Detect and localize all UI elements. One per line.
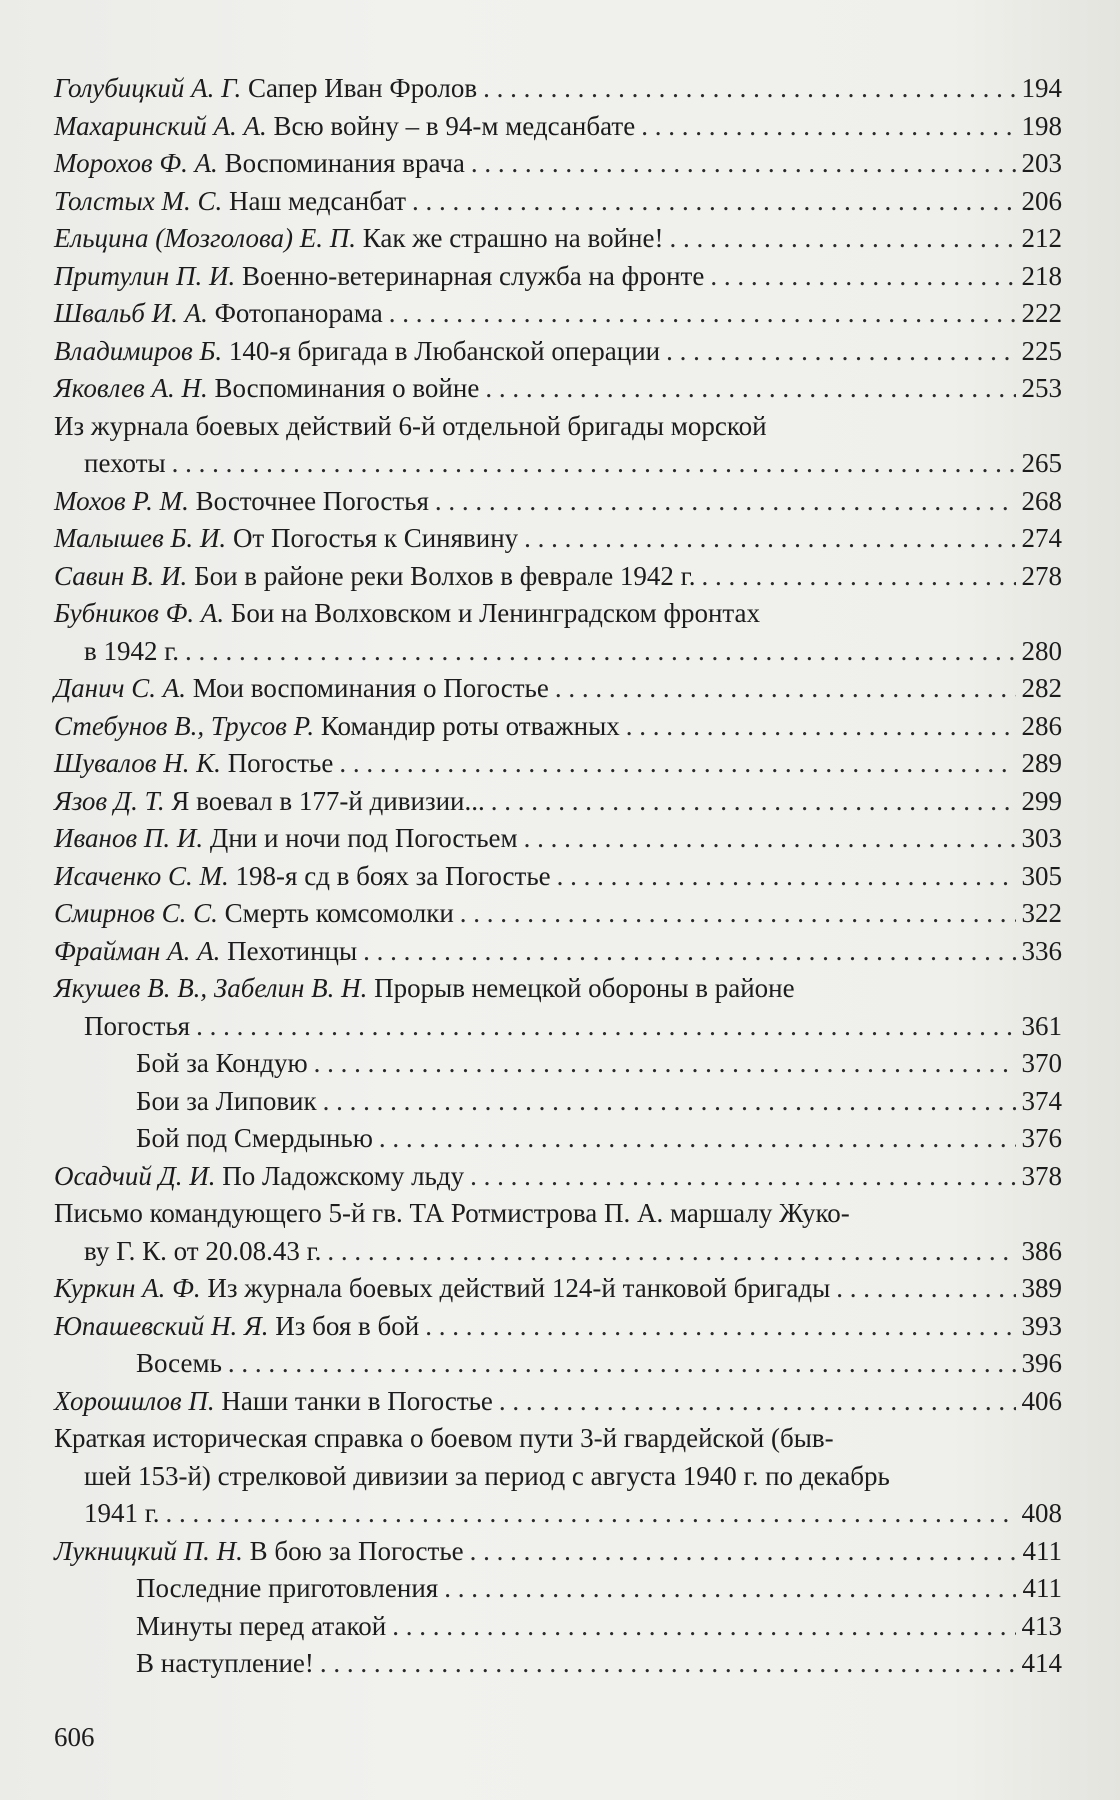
toc-title: Наши танки в Погостье bbox=[221, 1385, 493, 1416]
toc-author: Данич С. А. bbox=[54, 673, 186, 703]
toc-title: Из боя в бой bbox=[275, 1310, 420, 1341]
toc-line bbox=[54, 970, 1062, 1008]
toc-title: Бой за Кондую bbox=[136, 1048, 308, 1078]
toc-title: В наступление! bbox=[136, 1648, 314, 1678]
toc-text bbox=[54, 1308, 419, 1346]
toc-text bbox=[54, 858, 551, 896]
toc-page-number: 361 bbox=[1021, 1010, 1062, 1041]
dot-leader bbox=[485, 370, 1015, 408]
toc-title: Пехотинцы bbox=[227, 935, 358, 966]
toc-entry bbox=[54, 933, 1062, 971]
toc-page-number: 408 bbox=[1021, 1498, 1062, 1528]
toc-text bbox=[54, 1420, 834, 1458]
toc-author: Владимиров Б. bbox=[54, 335, 223, 366]
toc-page-number: 280 bbox=[1021, 635, 1062, 666]
toc-title: Из журнала боевых действий 6-й отдельной бригады морской bbox=[54, 410, 767, 441]
toc-page-number: 406 bbox=[1021, 1385, 1062, 1416]
toc-entry bbox=[54, 745, 1062, 783]
toc-entry bbox=[54, 858, 1062, 896]
toc-title: Восемь bbox=[136, 1348, 222, 1378]
toc-author: Бубников Ф. А. bbox=[54, 598, 225, 628]
toc-line bbox=[54, 520, 1062, 558]
toc-title: Письмо командующего 5-й гв. ТА Ротмистрова П. А. маршалу Жуко- bbox=[54, 1198, 850, 1228]
dot-leader bbox=[669, 220, 1015, 258]
toc-title: Воспоминания врача bbox=[224, 148, 465, 178]
dot-leader bbox=[460, 895, 1016, 933]
toc-text bbox=[54, 708, 620, 746]
dot-leader bbox=[710, 258, 1015, 296]
toc-entry bbox=[54, 1308, 1062, 1346]
dot-leader bbox=[196, 1008, 1015, 1046]
toc-text bbox=[54, 1533, 464, 1571]
toc-entry bbox=[54, 1158, 1062, 1196]
dot-leader bbox=[641, 108, 1015, 146]
toc-entry bbox=[54, 145, 1062, 183]
toc-title: Командир роты отважных bbox=[320, 710, 620, 741]
toc-text bbox=[54, 558, 695, 596]
toc-text bbox=[84, 1233, 321, 1271]
dot-leader bbox=[435, 483, 1016, 521]
toc-page-number: 374 bbox=[1021, 1085, 1062, 1116]
toc-line bbox=[54, 1458, 1062, 1496]
toc-title: 140-я бригада в Любанской операции bbox=[228, 335, 661, 366]
toc-author: Куркин А. Ф. bbox=[54, 1273, 201, 1303]
dot-leader bbox=[327, 1233, 1015, 1271]
toc-author: Смирнов С. С. bbox=[54, 898, 218, 928]
toc-text bbox=[54, 258, 704, 296]
toc-title: Наш медсанбат bbox=[228, 185, 407, 216]
toc-author: Швальб И. А. bbox=[54, 298, 208, 328]
toc-page-number: 218 bbox=[1021, 260, 1062, 291]
toc-page-number: 389 bbox=[1021, 1273, 1062, 1303]
toc-entry bbox=[54, 820, 1062, 858]
toc-page-number: 299 bbox=[1021, 785, 1062, 816]
toc-text bbox=[136, 1645, 314, 1683]
toc-page-number: 322 bbox=[1021, 898, 1062, 928]
dot-leader bbox=[471, 145, 1016, 183]
dot-leader bbox=[555, 670, 1016, 708]
toc-entry bbox=[54, 333, 1062, 371]
toc-author: Хорошилов П. bbox=[54, 1385, 215, 1416]
toc-title: Из журнала боевых действий 124-й танковой бригады bbox=[207, 1273, 831, 1303]
toc-text bbox=[84, 1008, 190, 1046]
toc-author: Савин В. И. bbox=[54, 560, 188, 591]
toc-title: От Погостья к Синявину bbox=[232, 523, 519, 553]
toc-text bbox=[54, 670, 549, 708]
toc-author: Притулин П. И. bbox=[54, 260, 236, 291]
dot-leader bbox=[626, 708, 1016, 746]
toc-line bbox=[54, 483, 1062, 521]
dot-leader bbox=[701, 558, 1015, 596]
toc-title: Бои за Липовик bbox=[136, 1085, 317, 1116]
toc-text bbox=[54, 745, 333, 783]
toc-text bbox=[84, 633, 179, 671]
toc-entry bbox=[54, 295, 1062, 333]
toc-line bbox=[54, 333, 1062, 371]
toc-entry bbox=[54, 70, 1062, 108]
toc-line bbox=[54, 1608, 1062, 1646]
toc-line bbox=[54, 633, 1062, 671]
toc-text bbox=[136, 1083, 317, 1121]
toc-line bbox=[54, 1420, 1062, 1458]
toc-author: Стебунов В., Трусов Р. bbox=[54, 710, 315, 741]
toc-title: Дни и ночи под Погостьем bbox=[209, 823, 518, 853]
toc-page-number: 393 bbox=[1021, 1310, 1062, 1341]
toc-line bbox=[54, 745, 1062, 783]
toc-text bbox=[54, 370, 479, 408]
toc-entry bbox=[54, 558, 1062, 596]
toc-page-number: 378 bbox=[1021, 1160, 1062, 1191]
dot-leader bbox=[166, 1495, 1016, 1533]
toc-author: Юпашевский Н. Я. bbox=[54, 1310, 269, 1341]
toc-line bbox=[54, 1383, 1062, 1421]
toc-text bbox=[54, 1158, 464, 1196]
toc-entry bbox=[54, 783, 1062, 821]
toc-line bbox=[54, 1270, 1062, 1308]
toc-text bbox=[136, 1345, 222, 1383]
toc-line bbox=[54, 370, 1062, 408]
toc-title: Бой под Смердынью bbox=[136, 1123, 373, 1153]
toc-text bbox=[54, 108, 635, 146]
toc-title: Как же страшно на войне! bbox=[362, 223, 664, 253]
toc-page-number: 222 bbox=[1021, 298, 1062, 328]
toc-author: Яковлев А. Н. bbox=[54, 373, 208, 403]
toc-title: пехоты bbox=[84, 448, 166, 478]
toc-line bbox=[54, 858, 1062, 896]
dot-leader bbox=[228, 1345, 1016, 1383]
toc-line bbox=[54, 670, 1062, 708]
dot-leader bbox=[524, 820, 1016, 858]
toc-page-number: 396 bbox=[1021, 1348, 1062, 1378]
toc-line bbox=[54, 1195, 1062, 1233]
toc-entry bbox=[54, 1195, 1062, 1270]
toc-line bbox=[54, 1570, 1062, 1608]
toc-text bbox=[136, 1570, 438, 1608]
toc-entry bbox=[54, 670, 1062, 708]
toc-title: в 1942 г. bbox=[84, 635, 180, 666]
toc-title: Минуты перед атакой bbox=[136, 1610, 387, 1641]
toc-title: Всю войну – в 94-м медсанбате bbox=[273, 110, 636, 141]
toc-page-number: 289 bbox=[1021, 748, 1062, 778]
toc-title: Сапер Иван Фролов bbox=[247, 73, 478, 103]
toc-title: Бои на Волховском и Ленинградском фронтах bbox=[230, 598, 761, 628]
toc-text bbox=[54, 520, 518, 558]
toc-text bbox=[84, 1495, 160, 1533]
dot-leader bbox=[557, 858, 1016, 896]
toc-title: Смерть комсомолки bbox=[224, 898, 454, 928]
dot-leader bbox=[323, 1083, 1016, 1121]
toc-line bbox=[54, 1083, 1062, 1121]
toc-page-number: 278 bbox=[1021, 560, 1062, 591]
toc-line bbox=[54, 258, 1062, 296]
toc-author: Голубицкий А. Г. bbox=[54, 73, 242, 103]
toc-title: Мои воспоминания о Погостье bbox=[192, 673, 549, 703]
toc-line bbox=[54, 70, 1062, 108]
toc-title: Погостья bbox=[84, 1010, 191, 1041]
toc-text bbox=[54, 595, 760, 633]
toc-entry bbox=[54, 895, 1062, 933]
toc-title: 198-я сд в боях за Погостье bbox=[235, 860, 551, 891]
toc-text bbox=[54, 970, 795, 1008]
toc-line bbox=[54, 1233, 1062, 1271]
toc-page-number: 286 bbox=[1021, 710, 1062, 741]
toc-text bbox=[136, 1608, 386, 1646]
toc-line bbox=[54, 1645, 1062, 1683]
toc-page-number: 413 bbox=[1021, 1610, 1062, 1641]
toc-page-number: 194 bbox=[1021, 73, 1062, 103]
toc-title: Бои в районе реки Волхов в феврале 1942 г. bbox=[194, 560, 696, 591]
toc-author: Ельцина (Мозголова) Е. П. bbox=[54, 223, 356, 253]
toc-line bbox=[54, 895, 1062, 933]
toc-text bbox=[54, 220, 663, 258]
toc-text bbox=[84, 445, 166, 483]
toc-title: Последние приготовления bbox=[136, 1573, 439, 1603]
toc-entry bbox=[54, 1533, 1062, 1571]
toc-text bbox=[54, 70, 477, 108]
toc-text bbox=[54, 895, 454, 933]
toc-line bbox=[54, 183, 1062, 221]
toc-text bbox=[84, 1458, 890, 1496]
toc-page-number: 386 bbox=[1021, 1235, 1062, 1266]
toc-page-number: 376 bbox=[1021, 1123, 1062, 1153]
toc-line bbox=[54, 595, 1062, 633]
toc-author: Махаринский А. А. bbox=[54, 110, 267, 141]
dot-leader bbox=[363, 933, 1015, 971]
toc-title: В бою за Погостье bbox=[249, 1535, 464, 1566]
toc-page-number: 203 bbox=[1021, 148, 1062, 178]
toc-subentry bbox=[54, 1570, 1062, 1608]
toc-author: Шувалов Н. К. bbox=[54, 748, 221, 778]
toc-title: 1941 г. bbox=[84, 1498, 160, 1528]
toc-line bbox=[54, 1533, 1062, 1571]
toc-title: Краткая историческая справка о боевом пути 3-й гвардейской (быв- bbox=[54, 1423, 834, 1453]
toc-subentry bbox=[54, 1083, 1062, 1121]
toc-text bbox=[54, 933, 357, 971]
dot-leader bbox=[483, 70, 1015, 108]
toc-line bbox=[54, 558, 1062, 596]
toc-subentry bbox=[54, 1120, 1062, 1158]
toc-line bbox=[54, 1045, 1062, 1083]
toc-subentry bbox=[54, 1045, 1062, 1083]
toc-title: Восточнее Погостья bbox=[195, 485, 429, 516]
toc-line bbox=[54, 820, 1062, 858]
toc-line bbox=[54, 295, 1062, 333]
toc-entry bbox=[54, 708, 1062, 746]
toc-page-number: 198 bbox=[1021, 110, 1062, 141]
toc-line bbox=[54, 1495, 1062, 1533]
toc-subentry bbox=[54, 1608, 1062, 1646]
dot-leader bbox=[836, 1270, 1015, 1308]
toc-subentry bbox=[54, 1345, 1062, 1383]
toc-line bbox=[54, 145, 1062, 183]
toc-text bbox=[136, 1120, 373, 1158]
dot-leader bbox=[320, 1645, 1016, 1683]
toc-title: По Ладожскому льду bbox=[222, 1160, 465, 1191]
toc-text bbox=[54, 483, 429, 521]
toc-text bbox=[54, 333, 660, 371]
toc-title: ву Г. К. от 20.08.43 г. bbox=[84, 1235, 322, 1266]
dot-leader bbox=[392, 1608, 1015, 1646]
toc-author: Малышев Б. И. bbox=[54, 523, 227, 553]
toc-entry bbox=[54, 483, 1062, 521]
toc-entry bbox=[54, 408, 1062, 483]
toc-page-number: 282 bbox=[1021, 673, 1062, 703]
toc-entry bbox=[54, 220, 1062, 258]
dot-leader bbox=[499, 1383, 1016, 1421]
toc-page-number: 212 bbox=[1021, 223, 1062, 253]
toc-page-number: 411 bbox=[1022, 1535, 1062, 1566]
toc-author: Морохов Ф. А. bbox=[54, 148, 218, 178]
toc-entry bbox=[54, 258, 1062, 296]
toc-page-number: 411 bbox=[1022, 1573, 1062, 1603]
toc-text bbox=[136, 1045, 308, 1083]
toc-line bbox=[54, 1308, 1062, 1346]
toc-entry bbox=[54, 108, 1062, 146]
toc-page-number: 253 bbox=[1021, 373, 1062, 403]
dot-leader bbox=[425, 1308, 1015, 1346]
dot-leader bbox=[666, 333, 1015, 371]
toc-author: Якушев В. В., Забелин В. Н. bbox=[54, 973, 368, 1003]
table-of-contents bbox=[54, 70, 1062, 1683]
dot-leader bbox=[379, 1120, 1016, 1158]
toc-line bbox=[54, 1008, 1062, 1046]
toc-page-number: 414 bbox=[1021, 1648, 1062, 1678]
dot-leader bbox=[491, 783, 1016, 821]
toc-entry bbox=[54, 370, 1062, 408]
dot-leader bbox=[524, 520, 1015, 558]
toc-line bbox=[54, 783, 1062, 821]
toc-page-number: 225 bbox=[1021, 335, 1062, 366]
dot-leader bbox=[339, 745, 1015, 783]
toc-line bbox=[54, 708, 1062, 746]
toc-title: Я воевал в 177-й дивизии... bbox=[171, 785, 485, 816]
toc-line bbox=[54, 445, 1062, 483]
toc-author: Иванов П. И. bbox=[54, 823, 204, 853]
dot-leader bbox=[470, 1158, 1015, 1196]
toc-page-number: 265 bbox=[1021, 448, 1062, 478]
toc-text bbox=[54, 820, 518, 858]
toc-entry bbox=[54, 1270, 1062, 1308]
toc-title: Прорыв немецкой обороны в районе bbox=[374, 973, 795, 1003]
toc-author: Толстых М. С. bbox=[54, 185, 223, 216]
dot-leader bbox=[172, 445, 1016, 483]
toc-entry bbox=[54, 183, 1062, 221]
toc-title: Воспоминания о войне bbox=[214, 373, 480, 403]
toc-author: Фрайман А. А. bbox=[54, 935, 221, 966]
toc-line bbox=[54, 108, 1062, 146]
toc-title: Фотопанорама bbox=[214, 298, 383, 328]
toc-line bbox=[54, 1345, 1062, 1383]
toc-line bbox=[54, 408, 1062, 446]
toc-line bbox=[54, 220, 1062, 258]
dot-leader bbox=[444, 1570, 1016, 1608]
toc-page-number: 370 bbox=[1021, 1048, 1062, 1078]
toc-page-number: 274 bbox=[1021, 523, 1062, 553]
toc-title: Погостье bbox=[227, 748, 334, 778]
toc-text bbox=[54, 1195, 850, 1233]
dot-leader bbox=[389, 295, 1016, 333]
toc-page-number: 336 bbox=[1021, 935, 1062, 966]
toc-line bbox=[54, 1158, 1062, 1196]
toc-text bbox=[54, 1383, 493, 1421]
toc-subentry bbox=[54, 1645, 1062, 1683]
toc-entry bbox=[54, 1383, 1062, 1421]
toc-text bbox=[54, 145, 465, 183]
toc-text bbox=[54, 783, 485, 821]
toc-page-number: 303 bbox=[1021, 823, 1062, 853]
toc-entry bbox=[54, 1420, 1062, 1533]
toc-entry bbox=[54, 595, 1062, 670]
dot-leader bbox=[314, 1045, 1016, 1083]
toc-title: шей 153-й) стрелковой дивизии за период с августа 1940 г. по декабрь bbox=[84, 1460, 890, 1491]
toc-author: Осадчий Д. И. bbox=[54, 1160, 216, 1191]
page-number: 606 bbox=[54, 1722, 95, 1752]
toc-author: Язов Д. Т. bbox=[54, 785, 165, 816]
toc-line bbox=[54, 1120, 1062, 1158]
toc-text bbox=[54, 295, 383, 333]
toc-entry bbox=[54, 520, 1062, 558]
dot-leader bbox=[185, 633, 1015, 671]
toc-page-number: 305 bbox=[1021, 860, 1062, 891]
toc-page-number: 268 bbox=[1021, 485, 1062, 516]
dot-leader bbox=[412, 183, 1015, 221]
toc-text bbox=[54, 183, 406, 221]
toc-line bbox=[54, 933, 1062, 971]
toc-author: Мохов Р. М. bbox=[54, 485, 189, 516]
toc-author: Исаченко С. М. bbox=[54, 860, 229, 891]
dot-leader bbox=[470, 1533, 1016, 1571]
toc-entry bbox=[54, 970, 1062, 1045]
toc-text bbox=[54, 408, 767, 446]
toc-page-number: 206 bbox=[1021, 185, 1062, 216]
toc-author: Лукницкий П. Н. bbox=[54, 1535, 243, 1566]
toc-text bbox=[54, 1270, 830, 1308]
toc-title: Военно-ветеринарная служба на фронте bbox=[242, 260, 705, 291]
